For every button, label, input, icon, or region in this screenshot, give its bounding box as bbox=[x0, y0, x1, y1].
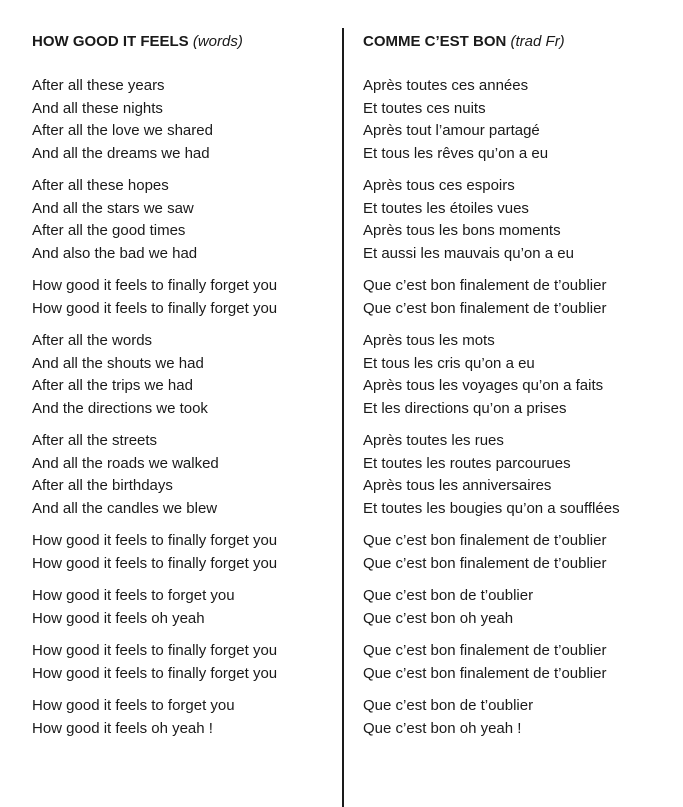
lyric-line: Que c’est bon finalement de t’oublier bbox=[363, 532, 607, 549]
stanza bbox=[32, 75, 332, 165]
lyric-line: Que c’est bon finalement de t’oublier bbox=[363, 642, 607, 659]
lyric-line: Et tous les cris qu’on a eu bbox=[363, 354, 535, 372]
lyric-line: After all these hopes bbox=[32, 177, 169, 194]
lyric-line: How good it feels to finally forget you bbox=[32, 664, 278, 682]
french-stanzas bbox=[363, 75, 673, 740]
lyric-line: Et tous les rêves qu’on a eu bbox=[363, 144, 549, 162]
lyric-line: Que c’est bon finalement de t’oublier bbox=[363, 299, 607, 317]
lyric-line: And all the roads we walked bbox=[32, 454, 219, 472]
stanza bbox=[363, 585, 673, 630]
lyric-line: Que c’est bon oh yeah ! bbox=[363, 719, 522, 737]
stanza bbox=[32, 640, 332, 685]
stanza bbox=[363, 75, 673, 165]
lyric-line: How good it feels to forget you bbox=[32, 587, 235, 604]
lyric-line: After all the birthdays bbox=[32, 477, 173, 494]
stanza bbox=[32, 530, 332, 575]
stanza bbox=[363, 530, 673, 575]
lyric-line: How good it feels to finally forget you bbox=[32, 277, 278, 294]
lyric-line: Et toutes les bougies qu’on a soufflées bbox=[363, 499, 620, 517]
stanza bbox=[32, 275, 332, 320]
lyric-line: Après tous les anniversaires bbox=[363, 477, 552, 494]
lyric-line: Après tous ces espoirs bbox=[363, 177, 515, 194]
english-subtitle: (words) bbox=[192, 33, 243, 50]
stanza bbox=[363, 330, 673, 420]
lyric-line: Et toutes les routes parcourues bbox=[363, 454, 571, 472]
lyric-line: How good it feels to finally forget you bbox=[32, 642, 278, 659]
lyric-line: After all the trips we had bbox=[32, 377, 193, 394]
lyric-line: After all the good times bbox=[32, 222, 186, 239]
french-title bbox=[363, 31, 673, 53]
lyric-line: Que c’est bon finalement de t’oublier bbox=[363, 664, 607, 682]
stanza bbox=[32, 430, 332, 520]
stanza bbox=[363, 175, 673, 265]
english-lyrics-column bbox=[32, 31, 332, 750]
stanza bbox=[363, 695, 673, 740]
stanza bbox=[32, 175, 332, 265]
lyric-line: Et aussi les mauvais qu’on a eu bbox=[363, 244, 574, 262]
lyric-line: Après toutes ces années bbox=[363, 77, 529, 94]
column-divider bbox=[342, 28, 344, 807]
lyric-line: Que c’est bon finalement de t’oublier bbox=[363, 277, 607, 294]
english-stanzas bbox=[32, 75, 332, 740]
lyric-line: And also the bad we had bbox=[32, 244, 198, 262]
lyric-line: After all the streets bbox=[32, 432, 158, 449]
lyric-line: Après tous les voyages qu’on a faits bbox=[363, 377, 604, 394]
lyric-line: And the directions we took bbox=[32, 399, 208, 417]
lyric-line: Que c’est bon de t’oublier bbox=[363, 587, 534, 604]
lyric-line: And all the dreams we had bbox=[32, 144, 210, 162]
french-subtitle: (trad Fr) bbox=[510, 33, 565, 50]
lyric-line: How good it feels to finally forget you bbox=[32, 554, 278, 572]
lyric-line: After all the words bbox=[32, 332, 153, 349]
french-title-text: COMME C’EST BON bbox=[363, 33, 507, 50]
lyric-line: Après tous les mots bbox=[363, 332, 495, 349]
stanza bbox=[32, 330, 332, 420]
lyric-line: And all these nights bbox=[32, 99, 163, 117]
lyric-line: And all the stars we saw bbox=[32, 199, 194, 217]
lyric-line: How good it feels oh yeah ! bbox=[32, 719, 213, 737]
lyric-line: And all the shouts we had bbox=[32, 354, 204, 372]
lyric-line: Et toutes les étoiles vues bbox=[363, 199, 529, 217]
lyric-line: Que c’est bon de t’oublier bbox=[363, 697, 534, 714]
stanza bbox=[363, 640, 673, 685]
lyric-line: Que c’est bon finalement de t’oublier bbox=[363, 554, 607, 572]
stanza bbox=[32, 695, 332, 740]
lyric-line: Après tout l’amour partagé bbox=[363, 122, 540, 139]
lyric-line: And all the candles we blew bbox=[32, 499, 218, 517]
english-title bbox=[32, 31, 332, 53]
lyric-line: Après tous les bons moments bbox=[363, 222, 561, 239]
lyric-line: How good it feels oh yeah bbox=[32, 609, 205, 627]
stanza bbox=[363, 430, 673, 520]
lyric-line: After all the love we shared bbox=[32, 122, 213, 139]
lyric-line: How good it feels to forget you bbox=[32, 697, 235, 714]
lyric-line: How good it feels to finally forget you bbox=[32, 299, 278, 317]
lyric-line: Que c’est bon oh yeah bbox=[363, 609, 514, 627]
stanza bbox=[32, 585, 332, 630]
french-lyrics-column bbox=[363, 31, 673, 750]
lyric-line: Et toutes ces nuits bbox=[363, 99, 486, 117]
lyric-line: After all these years bbox=[32, 77, 165, 94]
stanza bbox=[363, 275, 673, 320]
english-title-text: HOW GOOD IT FEELS bbox=[32, 33, 189, 50]
lyric-line: Après toutes les rues bbox=[363, 432, 504, 449]
lyric-line: How good it feels to finally forget you bbox=[32, 532, 278, 549]
lyric-line: Et les directions qu’on a prises bbox=[363, 399, 567, 417]
